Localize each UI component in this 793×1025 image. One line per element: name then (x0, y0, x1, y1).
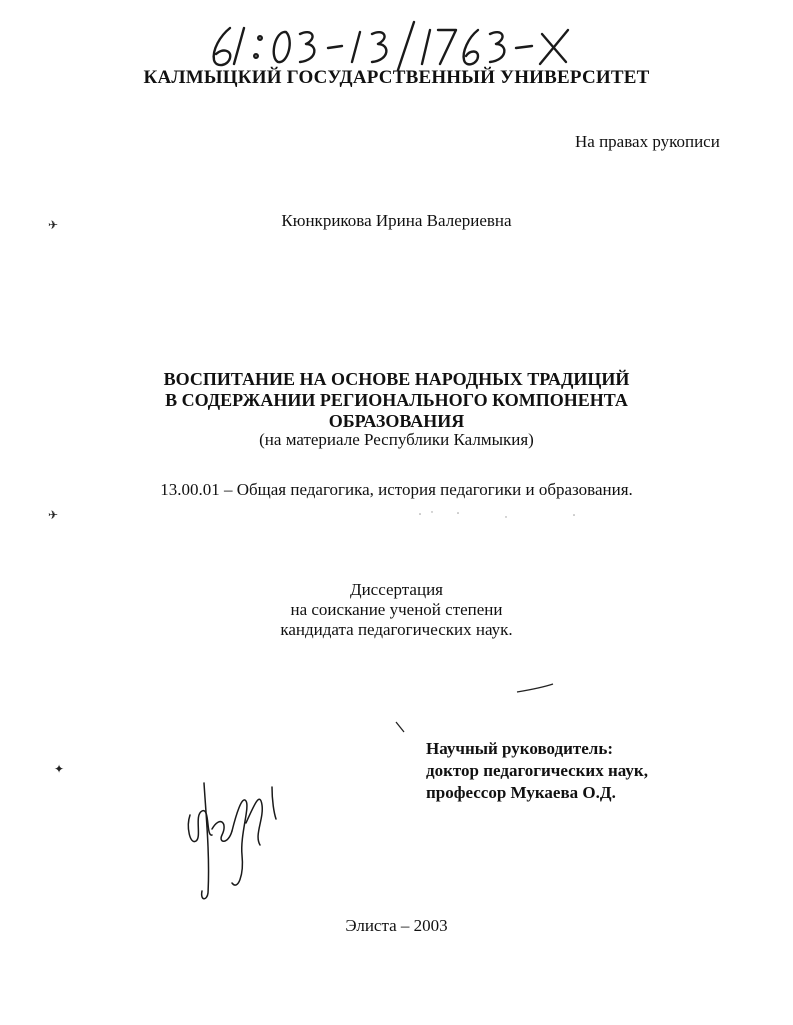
supervisor-line-2: доктор педагогических наук, (426, 761, 648, 780)
supervisor-line-3: профессор Мукаева О.Д. (426, 783, 616, 802)
rights-note: На правах рукописи (575, 132, 720, 151)
degree-line-1: Диссертация (349, 580, 443, 599)
supervisor-line-1: Научный руководитель: (426, 739, 613, 758)
degree-line-2: на соискание ученой степени (290, 600, 503, 619)
specialty: 13.00.01 – Общая педагогика, история педагогики и образования. (160, 480, 633, 499)
archive-number-ink (200, 14, 620, 74)
pen-stroke-2 (394, 720, 408, 736)
university-name: КАЛМЫЦКИЙ ГОСУДАРСТВЕННЫЙ УНИВЕРСИТЕТ (143, 67, 650, 88)
scan-specks (410, 508, 590, 522)
handwritten-signature (180, 775, 290, 905)
margin-mark-1: ✈ (48, 218, 59, 232)
author-name: Кюнкрикова Ирина Валериевна (281, 211, 512, 230)
supervisor-block (426, 738, 648, 804)
title-line-2: В СОДЕРЖАНИИ РЕГИОНАЛЬНОГО КОМПОНЕНТА (165, 390, 628, 410)
degree-line-3: кандидата педагогических наук. (280, 620, 513, 639)
archive-number-handwritten (200, 14, 620, 74)
dissertation-title (0, 369, 793, 432)
archive-number-text (200, 14, 620, 15)
margin-mark-3: ✦ (54, 762, 65, 776)
city-year: Элиста – 2003 (345, 916, 448, 935)
pen-stroke-1 (515, 682, 555, 696)
title-line-1: ВОСПИТАНИЕ НА ОСНОВЕ НАРОДНЫХ ТРАДИЦИЙ (163, 369, 630, 389)
margin-mark-2: ✈ (48, 508, 59, 522)
dissertation-degree-block (0, 580, 793, 640)
dissertation-subtitle: (на материале Республики Калмыкия) (259, 430, 534, 449)
title-line-3: ОБРАЗОВАНИЯ (328, 411, 465, 431)
